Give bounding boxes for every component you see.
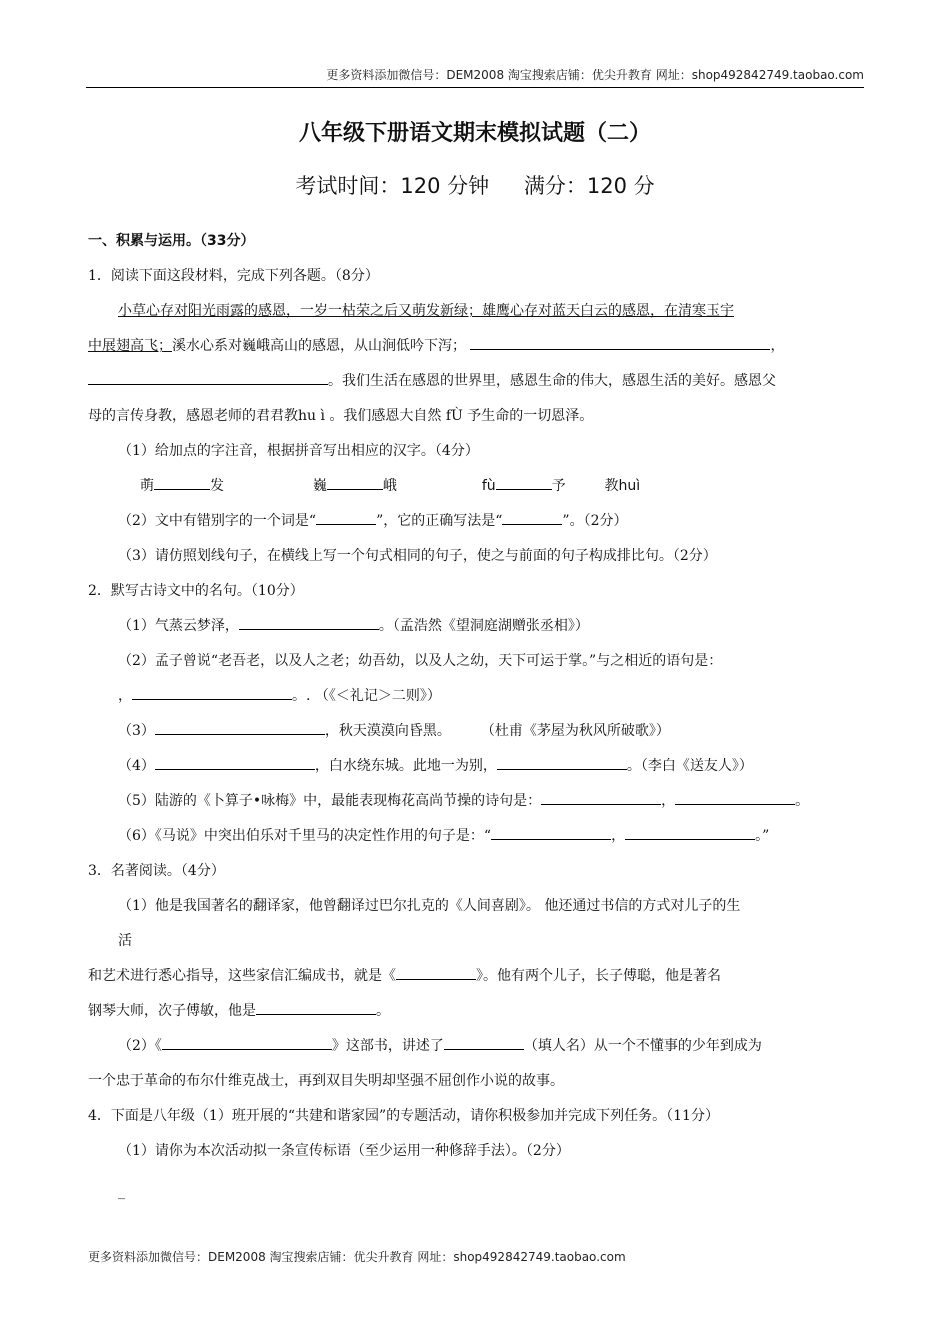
q3-item2-line-a — [88, 1029, 864, 1064]
q1-passage-c1: 。我们生活在感恩的世界里，感恩生命的伟大，感恩生活的美好。感恩父 — [328, 373, 776, 389]
q2-item4-c: 。（李白《送友人》） — [626, 758, 753, 774]
page-header: 更多资料添加微信号：DEM2008 淘宝搜索店铺：优尖升教育 网址：shop492842749.taobao.com — [326, 68, 864, 82]
q1-word4-a: 教 — [604, 478, 619, 494]
q3-item2-a: （2）《 — [118, 1038, 162, 1054]
q1-passage-line-a: 小草心存对阳光雨露的感恩，一岁一枯荣之后又萌发新绿；雄鹰心存对蓝天白云的感恩，在清寒玉宇 — [118, 303, 734, 319]
q2-item4-blank-1[interactable] — [155, 753, 315, 770]
q1-blank-2[interactable] — [88, 368, 328, 385]
q1-word1-blank[interactable] — [154, 473, 210, 490]
q1-passage-line-c — [88, 364, 864, 399]
q3-item1-blank-1[interactable] — [396, 963, 476, 980]
exam-title: 八年级下册语文期末模拟试题（二） — [298, 121, 651, 146]
q3-item1-line-a: （1）他是我国著名的翻译家，他曾翻译过巴尔扎克的《人间喜剧》。 他还通过书信的方式对儿子的生 — [118, 898, 741, 914]
q2-item5-a: （5）陆游的《卜算子•咏梅》中，最能表现梅花高尚节操的诗句是： — [118, 793, 542, 809]
q2-item5-b: ， — [661, 793, 676, 809]
q2-item6 — [88, 819, 864, 854]
q4-answer-line[interactable]: _ — [118, 1184, 125, 1200]
q2-item6-blank-1[interactable] — [491, 823, 611, 840]
q1-sub2-blank-2[interactable] — [502, 508, 562, 525]
q2-item2-blank[interactable] — [132, 683, 292, 700]
exam-time: 考试时间：120 分钟 — [295, 174, 490, 198]
q1-sub2-a: （2）文中有错别字的一个词是“ — [118, 513, 317, 529]
q2-item2: （2）孟子曾说“老吾老，以及人之老；幼吾幼，以及人之幼，天下可运于掌。”与之相近的语句是： — [118, 653, 723, 669]
page-footer: 更多资料添加微信号：DEM2008 淘宝搜索店铺：优尖升教育 网址：shop492842749.taobao.com — [88, 1250, 626, 1264]
q1-word3-b: 予 — [551, 478, 566, 494]
q3-item1-line-b: 活 — [118, 933, 132, 949]
q2-item2-cont-a: ， — [118, 688, 132, 704]
q2-item4-a: （4） — [118, 758, 155, 774]
q2-item5-blank-1[interactable] — [541, 788, 661, 805]
q4-stem: 4．下面是八年级（1）班开展的“共建和谐家园”的专题活动，请你积极参加并完成下列任务。（11分） — [88, 1108, 719, 1124]
q1-word1-a: 萌 — [140, 478, 154, 494]
q2-stem: 2．默写古诗文中的名句。（10分） — [88, 583, 304, 599]
q2-item4-blank-2[interactable] — [497, 753, 627, 770]
q2-item5 — [88, 784, 864, 819]
q2-item3-c: （杜甫《茅屋为秋风所破歌》） — [480, 723, 670, 739]
q1-word2-blank[interactable] — [327, 473, 383, 490]
exam-content — [88, 224, 864, 1210]
q1-sub3: （3）请仿照划线句子，在横线上写一个句式相同的句子，使之与前面的句子构成排比句。（2分） — [118, 548, 717, 564]
q3-stem: 3．名著阅读。（4分） — [88, 863, 225, 879]
q1-passage-b1: 中展翅高飞； — [88, 338, 172, 354]
q2-item6-b: ， — [611, 828, 626, 844]
q3-item1-e: 钢琴大师，次子傅敏，他是 — [88, 1003, 256, 1019]
q3-item2-c: （填人名）从一个不懂事的少年到成为 — [523, 1038, 762, 1054]
q1-word4-b: huì — [618, 478, 641, 494]
q1-sub2 — [88, 504, 864, 539]
q3-item2-b: 》这部书，讲述了 — [331, 1038, 444, 1054]
q3-item2-blank-1[interactable] — [162, 1033, 332, 1050]
q1-word2-a: 巍 — [312, 478, 327, 494]
q2-item2-cont-b: 。. （《＜礼记＞二则》） — [292, 688, 441, 704]
q2-item3-blank[interactable] — [155, 718, 325, 735]
q1-passage-b3: ， — [770, 338, 785, 354]
q4-item1: （1）请你为本次活动拟一条宣传标语（至少运用一种修辞手法）。（2分） — [118, 1143, 570, 1159]
q1-sub2-c: ”。（2分） — [562, 513, 628, 529]
q2-item3 — [88, 714, 864, 749]
q1-sub2-blank-1[interactable] — [316, 508, 376, 525]
q1-word2-b: 峨 — [382, 478, 397, 494]
q2-item2-cont — [88, 679, 864, 714]
q2-item6-c: 。” — [755, 828, 770, 844]
q2-item1-a: （1）气蒸云梦泽， — [118, 618, 239, 634]
q1-blank-1[interactable] — [470, 333, 770, 350]
q2-item1-b: 。（孟浩然《望洞庭湖赠张丞相》） — [378, 618, 589, 634]
q1-stem: 1．阅读下面这段材料，完成下列各题。（8分） — [88, 268, 379, 284]
q2-item4 — [88, 749, 864, 784]
q1-passage-b2: 溪水心系对巍峨高山的感恩，从山涧低吟下泻； — [172, 338, 466, 354]
q3-item2-blank-2[interactable] — [444, 1033, 524, 1050]
q1-passage-line-b — [88, 329, 864, 364]
q1-word3-blank[interactable] — [496, 473, 552, 490]
q1-sub1-items — [88, 469, 864, 504]
section-heading: 一、积累与运用。（33分） — [88, 233, 255, 249]
q3-item1-d: 》。他有两个儿子，长子傅聪，他是著名 — [476, 968, 721, 984]
q3-item1-line-c — [88, 959, 864, 994]
q2-item6-a: （6）《马说》中突出伯乐对千里马的决定性作用的句子是：“ — [118, 828, 492, 844]
q1-passage-line-d: 母的言传身教，感恩老师的君君教hu ì 。我们感恩大自然 fÙ 予生命的一切恩泽。 — [88, 408, 594, 424]
q2-item4-b: ，白水绕东城。此地一为别， — [314, 758, 497, 774]
full-score: 满分：120 分 — [523, 174, 655, 198]
q1-sub1: （1）给加点的字注音，根据拼音写出相应的汉字。（4分） — [118, 443, 479, 459]
q3-item1-blank-2[interactable] — [256, 998, 376, 1015]
q3-item1-f: 。 — [376, 1003, 390, 1019]
exam-subtitle — [0, 170, 950, 200]
q3-item1-c: 和艺术进行悉心指导，这些家信汇编成书，就是《 — [88, 968, 396, 984]
q3-item1-line-d — [88, 994, 864, 1029]
q2-item3-b: ，秋天漠漠向昏黑。 — [324, 723, 451, 739]
q1-sub2-b: ”，它的正确写法是“ — [376, 513, 503, 529]
q2-item1 — [88, 609, 864, 644]
q2-item6-blank-2[interactable] — [625, 823, 755, 840]
q1-word3-a: fù — [481, 478, 496, 494]
q2-item5-blank-2[interactable] — [675, 788, 795, 805]
q1-word1-b: 发 — [210, 478, 224, 494]
q2-item5-c: 。 — [795, 793, 810, 809]
q3-item2-line-b: 一个忠于革命的布尔什维克战士，再到双目失明却坚强不屈创作小说的故事。 — [88, 1073, 564, 1089]
q2-item3-a: （3） — [118, 723, 155, 739]
header-rule — [86, 87, 864, 88]
q2-item1-blank[interactable] — [239, 613, 379, 630]
